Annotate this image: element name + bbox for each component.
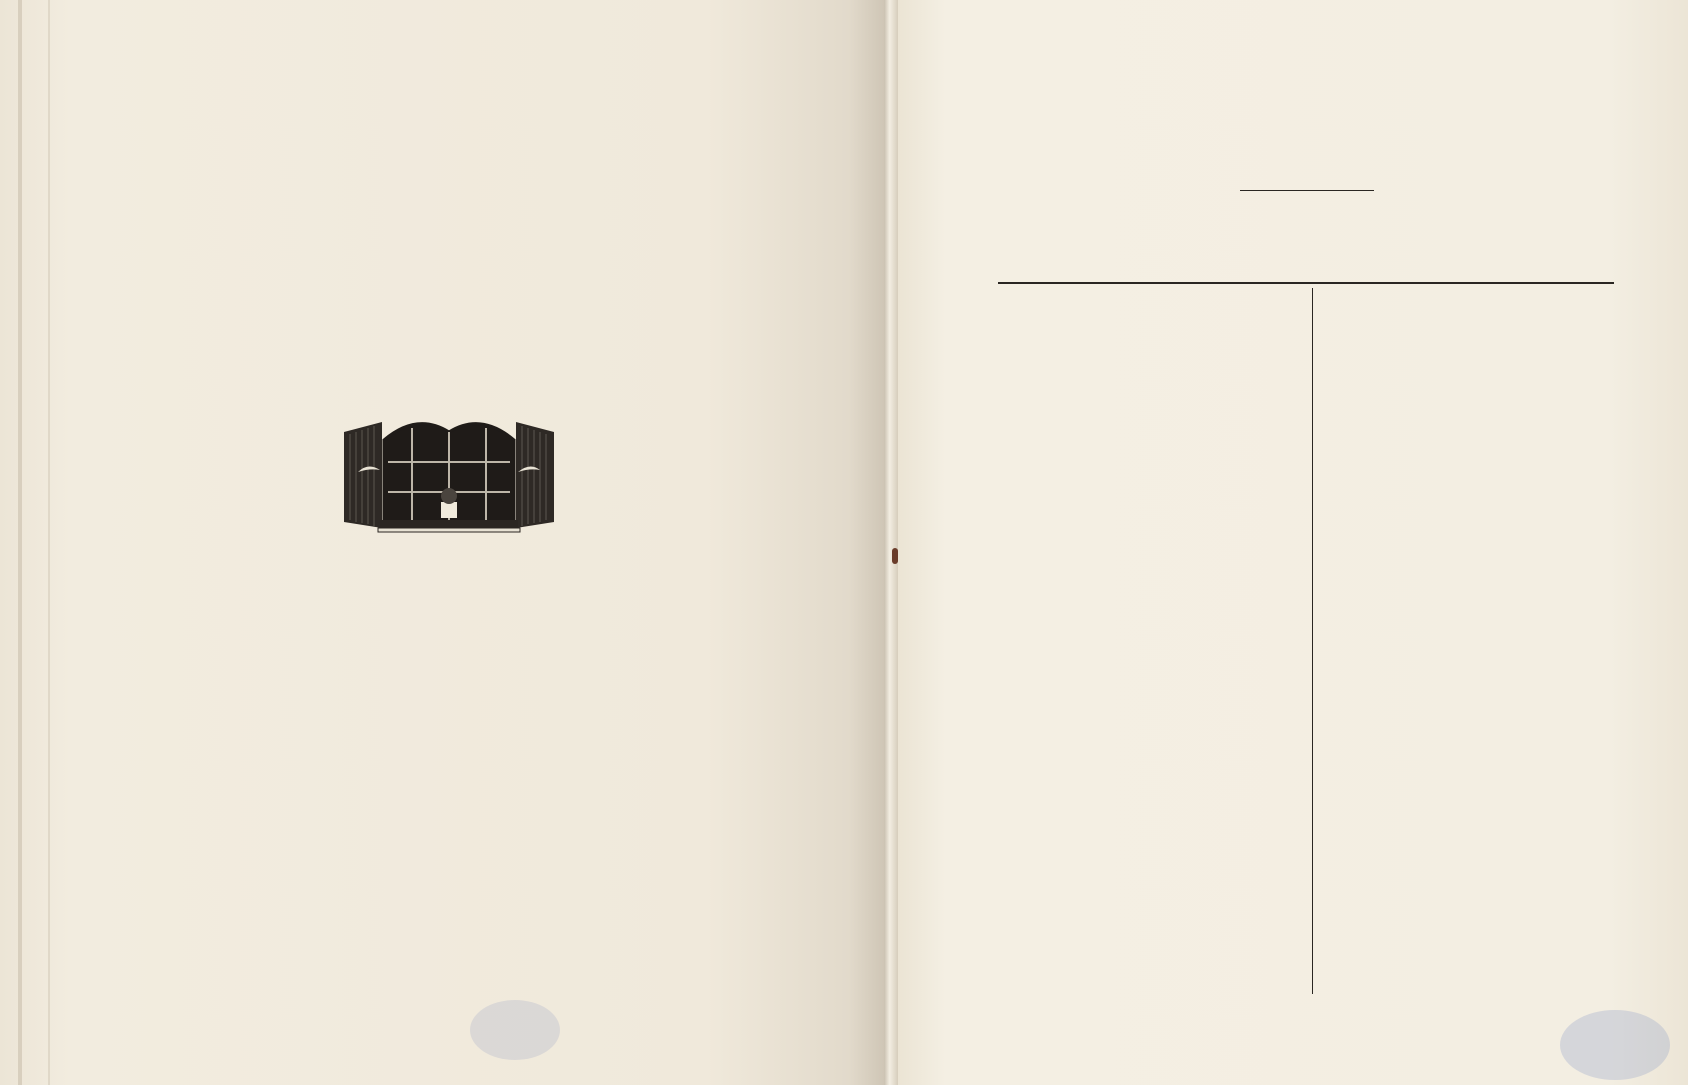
ink-stain <box>470 1000 560 1060</box>
word-list-left-column <box>998 304 1298 336</box>
right-page <box>898 0 1688 1085</box>
binding-mark <box>892 548 898 564</box>
title-rule <box>1240 190 1374 191</box>
window-illustration <box>342 410 556 542</box>
page-edge <box>18 0 22 1085</box>
word-list-right-column <box>1324 302 1624 334</box>
page-edge-line <box>48 0 50 1085</box>
word-entry <box>1324 302 1624 334</box>
ink-stain <box>1560 1010 1670 1080</box>
book-gutter <box>884 0 898 1085</box>
table-top-rule <box>998 282 1614 284</box>
section-label <box>998 304 1298 336</box>
column-divider <box>1312 288 1313 994</box>
